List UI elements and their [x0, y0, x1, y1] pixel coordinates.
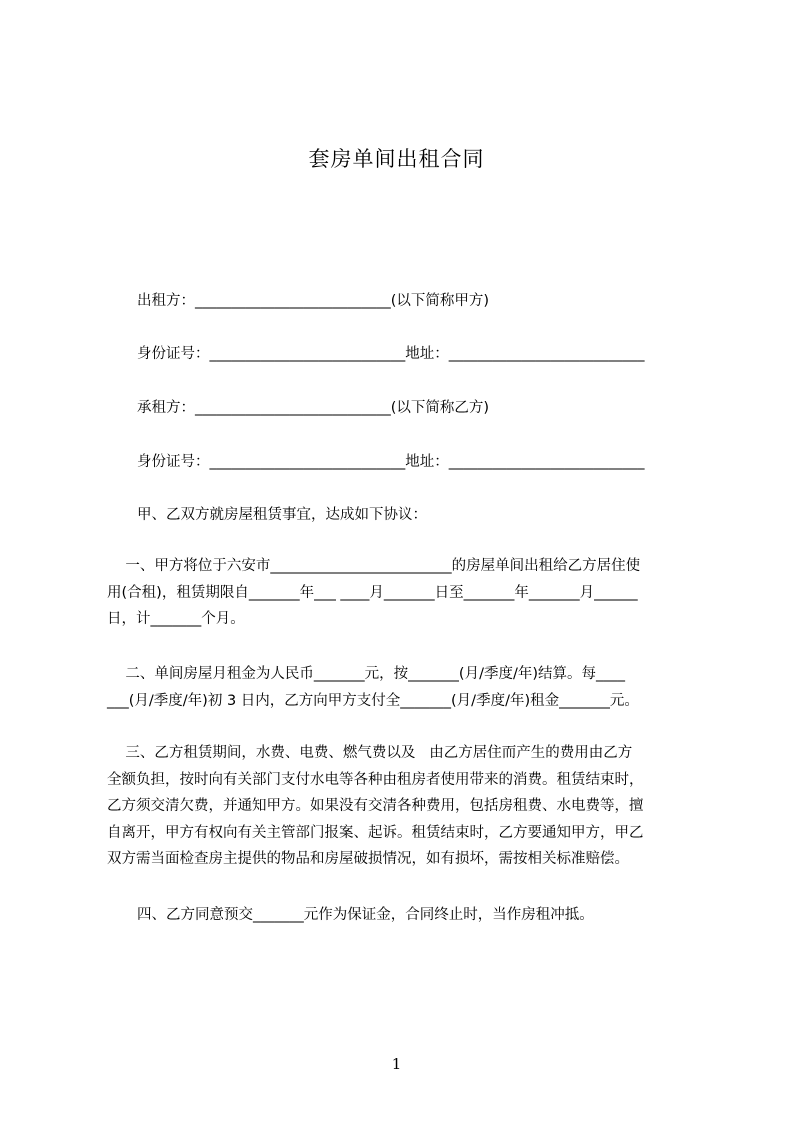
clause-3-line: 乙方须交清欠费，并通知甲方。如果没有交清各种费用，包括房租费、水电费等，擅 — [107, 798, 644, 814]
clause-2 — [107, 661, 699, 714]
clause-1-line: 日，计_______个月。 — [107, 611, 245, 627]
clause-3-line: 全额负担，按时向有关部门支付水电等各种由租房者使用带来的消费。租赁结束时， — [107, 771, 644, 788]
clause-1 — [107, 553, 699, 633]
page-number: 1 — [391, 1055, 402, 1073]
lessee-line: 承租方：___________________________(以下简称乙方) — [137, 400, 490, 416]
clause-1-line: 一、甲方将位于六安市_________________________的房屋单间出租给乙方居住使 — [107, 558, 641, 574]
lessor-line: 出租方：___________________________(以下简称甲方) — [137, 293, 490, 309]
clause-1-line: 用(合租)，租赁期限自_______年___ ____月_______日至_______年_______月______ — [107, 584, 638, 601]
clause-4: 四、乙方同意预交_______元作为保证金，合同终止时，当作房租冲抵。 — [137, 907, 594, 923]
clause-3 — [107, 740, 699, 873]
lessee-id-address-line: 身份证号：___________________________地址：___________________________ — [137, 454, 645, 470]
lessor-id-address-line: 身份证号：___________________________地址：___________________________ — [137, 346, 645, 362]
document-title: 套房单间出租合同 — [308, 147, 485, 171]
clause-3-line: 自离开，甲方有权向有关主管部门报案、起诉。租赁结束时，乙方要通知甲方，甲乙 — [107, 824, 644, 841]
clause-3-line: 三、乙方租赁期间，水费、电费、燃气费以及 由乙方居住而产生的费用由乙方 — [107, 745, 633, 761]
clause-3-line: 双方需当面检查房主提供的物品和房屋破损情况，如有损坏，需按相关标准赔偿。 — [107, 851, 629, 867]
clause-2-line: ___(月/季度/年)初 3 日内，乙方向甲方支付全_______(月/季度/年)租金_______元。 — [107, 692, 639, 709]
agreement-intro: 甲、乙双方就房屋租赁事宜，达成如下协议： — [137, 507, 427, 523]
clause-2-line: 二、单间房屋月租金为人民币_______元，按_______(月/季度/年)结算。每____ — [107, 666, 626, 682]
